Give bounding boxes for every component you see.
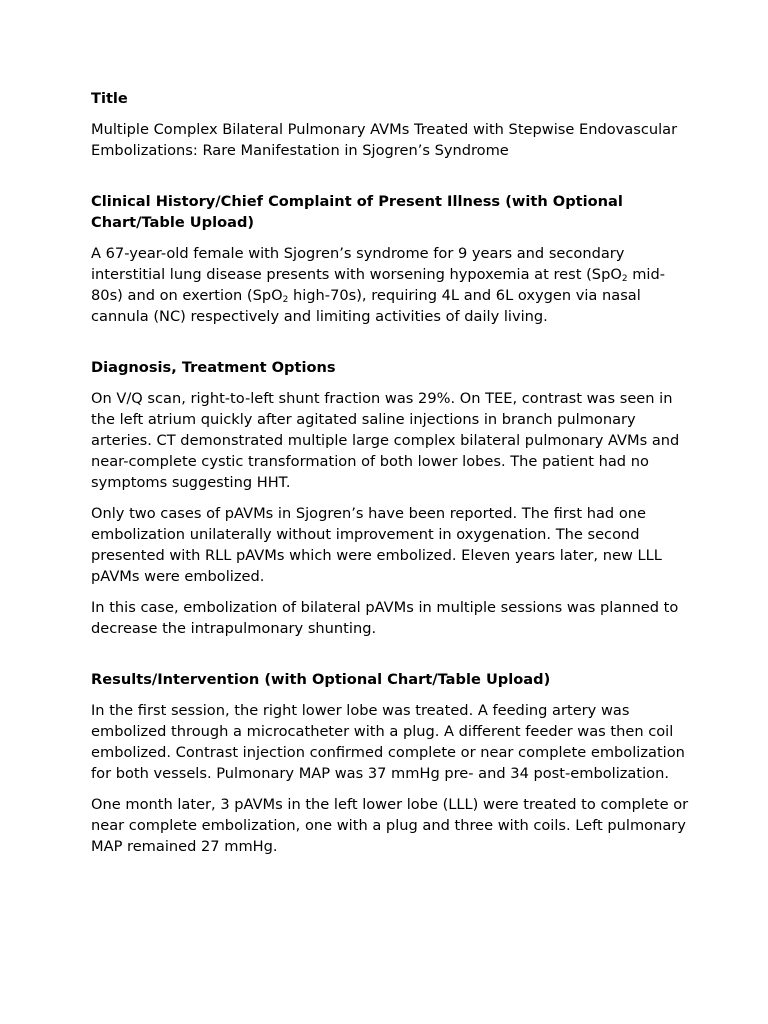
history-text-part-b: mid-80s) and on exertion (SpO [91,266,666,304]
results-paragraph-2: One month later, 3 pAVMs in the left lower lobe (LLL) were treated to complete or near complete embolization, one with a plug and three with coils. Left pulmonary MAP remained 27 mmHg. [91,796,689,855]
history-text-part-c: high-70s), requiring 4L and 6L oxygen via nasal cannula (NC) respectively and limiting activities of daily living. [91,287,641,325]
title-text: Multiple Complex Bilateral Pulmonary AVMs Treated with Stepwise Endovascular Embolizations: Rare Manifestation in Sjogren’s Syndrome [91,121,678,159]
history-paragraph [91,243,691,327]
section-spacer [91,171,691,191]
results-section [91,669,691,857]
history-section [91,191,691,327]
history-text-part-a: A 67-year-old female with Sjogren’s syndrome for 9 years and secondary interstitial lung disease presents with worsening hypoxemia at rest (SpO [91,245,625,283]
diagnosis-paragraph-2: Only two cases of pAVMs in Sjogren’s have been reported. The first had one embolization unilaterally without improvement in oxygenation. The second presented with RLL pAVMs which were embolized. Eleven years later, new LLL pAVMs were embolized. [91,505,662,585]
title-heading: Title [91,90,128,107]
results-heading: Results/Intervention (with Optional Chart/Table Upload) [91,671,551,688]
diagnosis-heading: Diagnosis, Treatment Options [91,359,336,376]
section-spacer [91,649,691,669]
history-heading: Clinical History/Chief Complaint of Present Illness (with Optional Chart/Table Upload) [91,193,623,231]
results-paragraph-1: In the first session, the right lower lobe was treated. A feeding artery was embolized through a microcatheter with a plug. A different feeder was then coil embolized. Contrast injection confirmed complete or near complete embolization for both vessels. Pulmonary MAP was 37 mmHg pre- and 34 post-embolization. [91,702,685,782]
diagnosis-paragraph-1: On V/Q scan, right-to-left shunt fraction was 29%. On TEE, contrast was seen in the left atrium quickly after agitated saline injections in branch pulmonary arteries. CT demonstrated multiple large complex bilateral pulmonary AVMs and near-complete cystic transformation of both lower lobes. The patient had no symptoms suggesting HHT. [91,390,680,491]
diagnosis-section [91,357,691,639]
title-section [91,88,691,161]
subscript-two: 2 [621,274,628,284]
subscript-two: 2 [282,295,289,305]
diagnosis-paragraph-3: In this case, embolization of bilateral pAVMs in multiple sessions was planned to decrease the intrapulmonary shunting. [91,599,679,637]
document-page [91,88,691,867]
section-spacer [91,337,691,357]
